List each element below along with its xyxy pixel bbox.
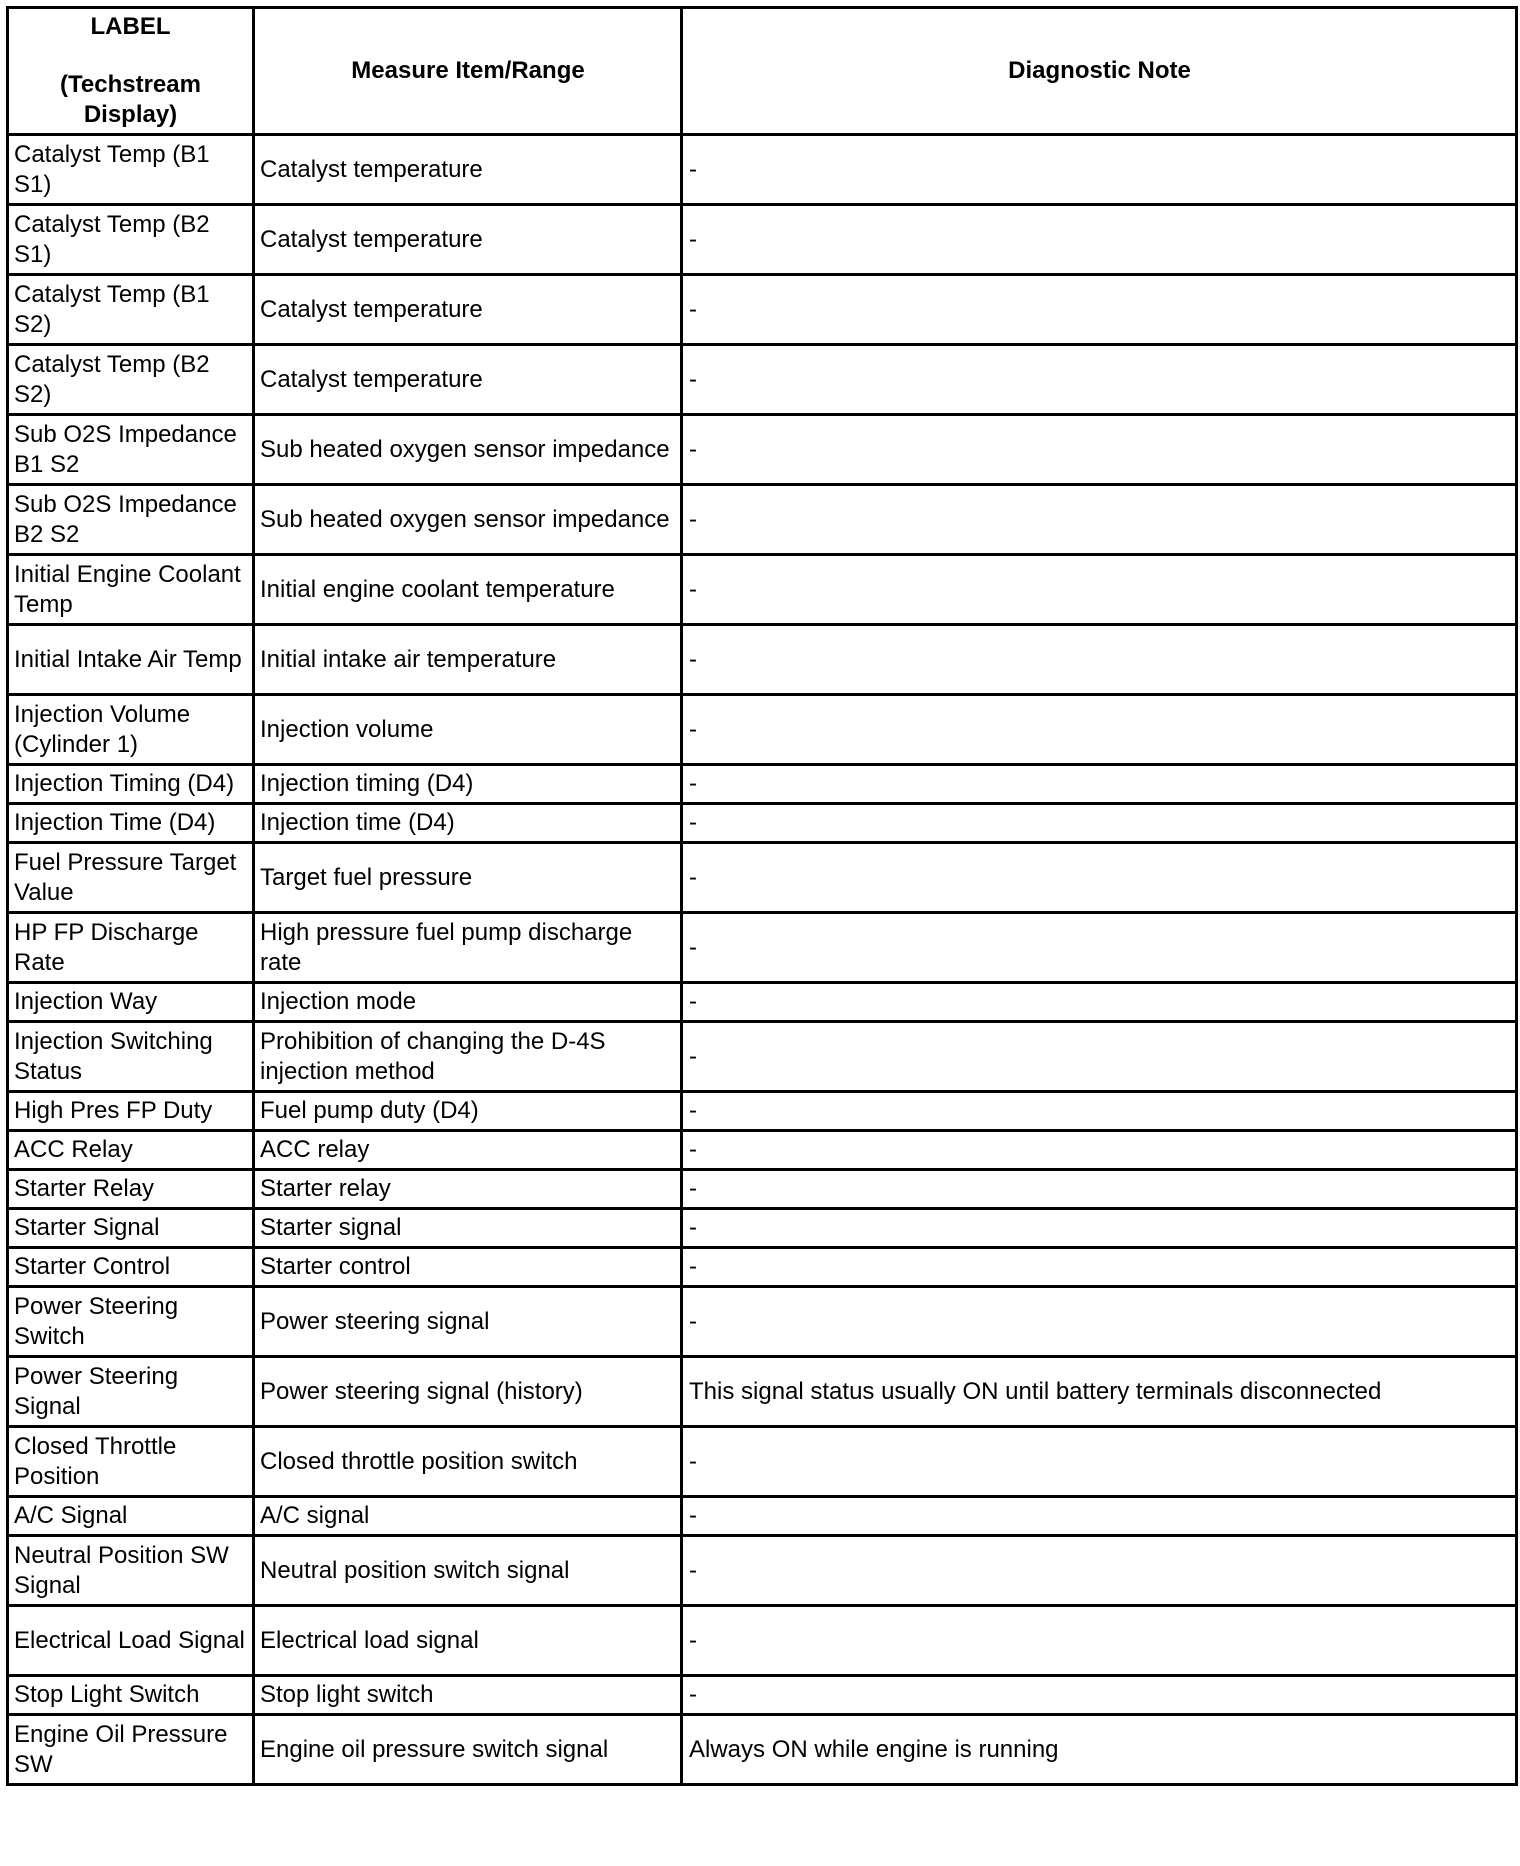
label-cell: Starter Signal: [8, 1209, 254, 1248]
note-cell: -: [682, 1131, 1517, 1170]
note-cell: Always ON while engine is running: [682, 1715, 1517, 1785]
label-column-header: [8, 8, 254, 135]
note-cell: This signal status usually ON until battery terminals disconnected: [682, 1357, 1517, 1427]
measure-cell: Prohibition of changing the D-4S injection method: [254, 1022, 682, 1092]
note-cell: -: [682, 1676, 1517, 1715]
measure-cell: Injection time (D4): [254, 804, 682, 843]
note-cell: -: [682, 1022, 1517, 1092]
table-row: [8, 843, 1517, 913]
note-cell: -: [682, 1287, 1517, 1357]
note-cell: -: [682, 1536, 1517, 1606]
table-row: [8, 1427, 1517, 1497]
label-cell: Injection Switching Status: [8, 1022, 254, 1092]
measure-cell: Injection timing (D4): [254, 765, 682, 804]
label-cell: Fuel Pressure Target Value: [8, 843, 254, 913]
note-cell: -: [682, 345, 1517, 415]
label-cell: Initial Engine Coolant Temp: [8, 555, 254, 625]
measure-cell: Catalyst temperature: [254, 345, 682, 415]
table-row: [8, 485, 1517, 555]
table-row: [8, 1287, 1517, 1357]
label-cell: Neutral Position SW Signal: [8, 1536, 254, 1606]
table-row: [8, 345, 1517, 415]
data-list-table: [6, 6, 1518, 1786]
measure-cell: Sub heated oxygen sensor impedance: [254, 415, 682, 485]
note-cell: -: [682, 843, 1517, 913]
note-cell: -: [682, 415, 1517, 485]
note-cell: -: [682, 765, 1517, 804]
label-cell: High Pres FP Duty: [8, 1092, 254, 1131]
measure-cell: ACC relay: [254, 1131, 682, 1170]
measure-cell: Closed throttle position switch: [254, 1427, 682, 1497]
table-row: [8, 415, 1517, 485]
label-cell: Closed Throttle Position: [8, 1427, 254, 1497]
note-cell: -: [682, 1209, 1517, 1248]
note-cell: -: [682, 1092, 1517, 1131]
measure-cell: Initial intake air temperature: [254, 625, 682, 695]
table-row: [8, 983, 1517, 1022]
note-cell: -: [682, 485, 1517, 555]
label-cell: Catalyst Temp (B2 S1): [8, 205, 254, 275]
note-cell: -: [682, 1248, 1517, 1287]
label-cell: Injection Way: [8, 983, 254, 1022]
note-cell: -: [682, 1427, 1517, 1497]
table-row: [8, 555, 1517, 625]
measure-cell: Neutral position switch signal: [254, 1536, 682, 1606]
label-cell: Catalyst Temp (B2 S2): [8, 345, 254, 415]
label-cell: Stop Light Switch: [8, 1676, 254, 1715]
measure-cell: Catalyst temperature: [254, 135, 682, 205]
label-cell: Injection Time (D4): [8, 804, 254, 843]
table-row: [8, 913, 1517, 983]
note-cell: -: [682, 135, 1517, 205]
table-row: [8, 205, 1517, 275]
table-row: [8, 1715, 1517, 1785]
table-row: [8, 765, 1517, 804]
measure-cell: Injection volume: [254, 695, 682, 765]
note-cell: -: [682, 1170, 1517, 1209]
measure-cell: Catalyst temperature: [254, 205, 682, 275]
label-cell: A/C Signal: [8, 1497, 254, 1536]
measure-cell: Starter signal: [254, 1209, 682, 1248]
measure-cell: Catalyst temperature: [254, 275, 682, 345]
measure-cell: Power steering signal (history): [254, 1357, 682, 1427]
measure-cell: Sub heated oxygen sensor impedance: [254, 485, 682, 555]
table-row: [8, 275, 1517, 345]
measure-cell: Starter relay: [254, 1170, 682, 1209]
measure-cell: A/C signal: [254, 1497, 682, 1536]
label-header-title: LABEL: [90, 13, 171, 40]
label-cell: ACC Relay: [8, 1131, 254, 1170]
measure-cell: Engine oil pressure switch signal: [254, 1715, 682, 1785]
note-cell: -: [682, 275, 1517, 345]
measure-cell: Injection mode: [254, 983, 682, 1022]
note-cell: -: [682, 804, 1517, 843]
label-cell: Injection Volume (Cylinder 1): [8, 695, 254, 765]
measure-cell: Initial engine coolant temperature: [254, 555, 682, 625]
note-cell: -: [682, 555, 1517, 625]
note-cell: -: [682, 695, 1517, 765]
label-cell: Engine Oil Pressure SW: [8, 1715, 254, 1785]
table-row: [8, 135, 1517, 205]
label-cell: Sub O2S Impedance B2 S2: [8, 485, 254, 555]
label-cell: Injection Timing (D4): [8, 765, 254, 804]
label-header-subtitle: (Techstream Display): [60, 71, 201, 128]
table-row: [8, 1131, 1517, 1170]
table-row: [8, 1092, 1517, 1131]
table-row: [8, 1170, 1517, 1209]
note-cell: -: [682, 625, 1517, 695]
table-row: [8, 804, 1517, 843]
label-cell: Power Steering Switch: [8, 1287, 254, 1357]
label-cell: Catalyst Temp (B1 S2): [8, 275, 254, 345]
note-cell: -: [682, 1606, 1517, 1676]
label-cell: HP FP Discharge Rate: [8, 913, 254, 983]
measure-cell: High pressure fuel pump discharge rate: [254, 913, 682, 983]
measure-column-header: Measure Item/Range: [254, 8, 682, 135]
note-cell: -: [682, 983, 1517, 1022]
measure-cell: Power steering signal: [254, 1287, 682, 1357]
table-row: [8, 1022, 1517, 1092]
table-row: [8, 1606, 1517, 1676]
note-cell: -: [682, 913, 1517, 983]
table-wrapper: [6, 6, 1518, 1786]
measure-cell: Starter control: [254, 1248, 682, 1287]
table-row: [8, 695, 1517, 765]
table-row: [8, 1497, 1517, 1536]
label-cell: Power Steering Signal: [8, 1357, 254, 1427]
table-row: [8, 1209, 1517, 1248]
label-cell: Starter Control: [8, 1248, 254, 1287]
note-column-header: Diagnostic Note: [682, 8, 1517, 135]
note-cell: -: [682, 1497, 1517, 1536]
label-cell: Electrical Load Signal: [8, 1606, 254, 1676]
label-cell: Starter Relay: [8, 1170, 254, 1209]
table-row: [8, 625, 1517, 695]
label-cell: Initial Intake Air Temp: [8, 625, 254, 695]
table-row: [8, 1676, 1517, 1715]
table-row: [8, 1357, 1517, 1427]
measure-cell: Electrical load signal: [254, 1606, 682, 1676]
note-cell: -: [682, 205, 1517, 275]
label-cell: Sub O2S Impedance B1 S2: [8, 415, 254, 485]
measure-cell: Stop light switch: [254, 1676, 682, 1715]
measure-cell: Fuel pump duty (D4): [254, 1092, 682, 1131]
header-row: [8, 8, 1517, 135]
label-cell: Catalyst Temp (B1 S1): [8, 135, 254, 205]
table-row: [8, 1248, 1517, 1287]
measure-cell: Target fuel pressure: [254, 843, 682, 913]
table-row: [8, 1536, 1517, 1606]
